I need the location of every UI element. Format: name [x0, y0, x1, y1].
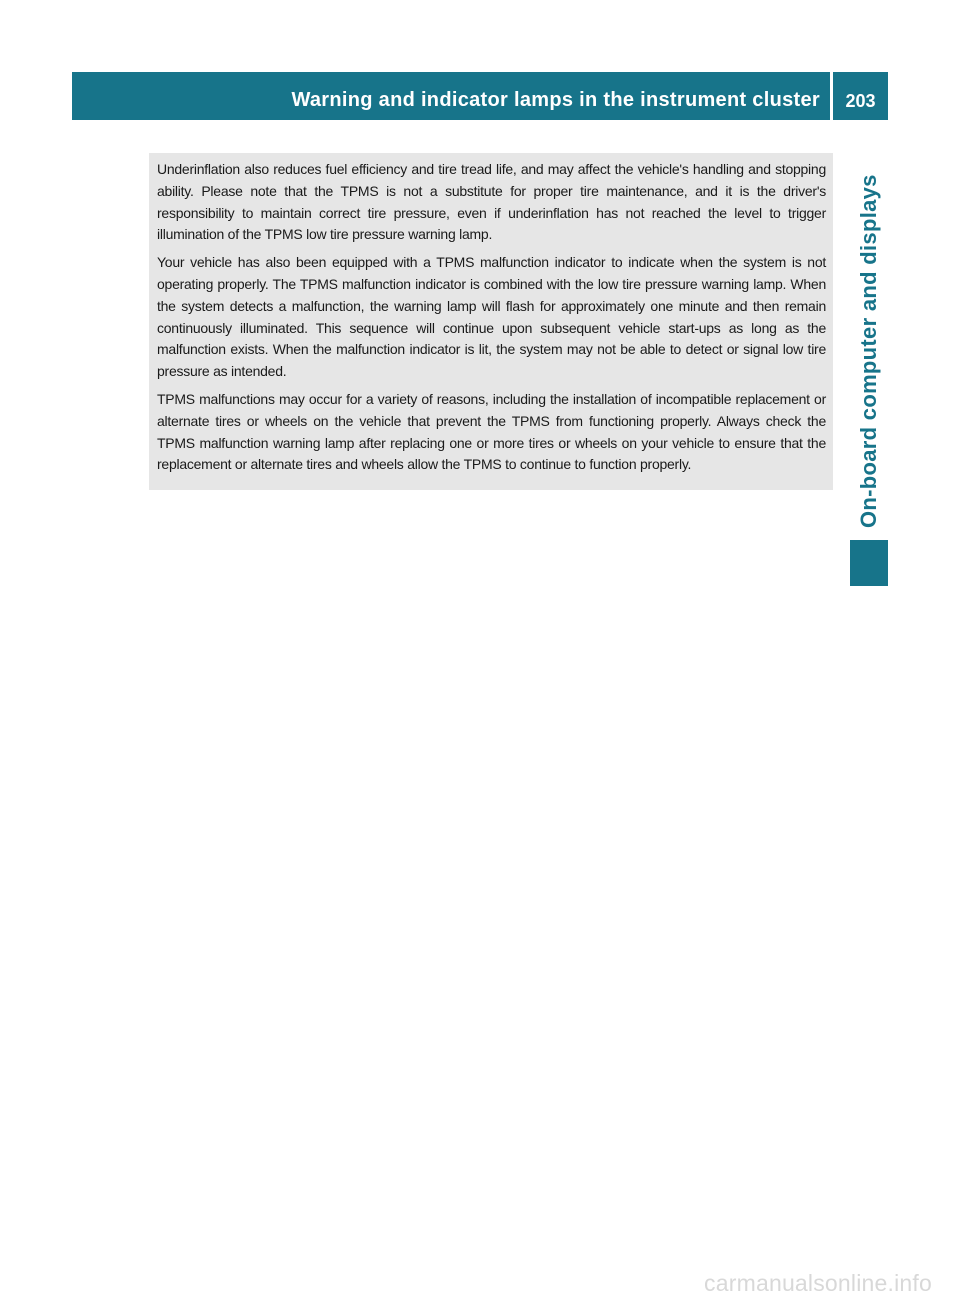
site-watermark: carmanualsonline.info	[704, 1270, 932, 1296]
section-title: Warning and indicator lamps in the instrument cluster	[291, 89, 820, 111]
warning-note-box	[149, 153, 833, 490]
chapter-tab-marker	[850, 540, 888, 586]
page-number: 203	[845, 91, 876, 111]
paragraph-malfunction-indicator: Your vehicle has also been equipped with a TPMS malfunction indicator to indicate when the system is not operating properly. The TPMS malfunction indicator is combined with the low tire pressure warning lamp. When the system detects a malfunction, the warning lamp will flash for approximately one minute and then remain continuously illuminated. This sequence will continue upon subsequent vehicle start-ups as long as the malfunction exists. When the malfunction indicator is lit, the system may not be able to detect or signal low tire pressure as intended.	[157, 254, 826, 380]
paragraph-underinflation: Underinflation also reduces fuel efficiency and tire tread life, and may affect the vehicle's handling and stopping ability. Please note that the TPMS is not a substitute for proper tire maintenance, and it is the driver's responsibility to maintain correct tire pressure, even if underinflation has not reached the level to trigger illumination of the TPMS low tire pressure warning lamp.	[157, 161, 826, 243]
paragraph-malfunction-causes: TPMS malfunctions may occur for a variety of reasons, including the installation of incompatible replacement or alternate tires or wheels on the vehicle that prevent the TPMS from functioning properly. Always check the TPMS malfunction warning lamp after replacing one or more tires or wheels on your vehicle to ensure that the replacement or alternate tires and wheels allow the TPMS to continue to function properly.	[157, 390, 826, 473]
page-number-box	[833, 72, 888, 120]
chapter-title: On-board computer and displays	[856, 174, 881, 528]
section-header-bar	[72, 72, 830, 120]
